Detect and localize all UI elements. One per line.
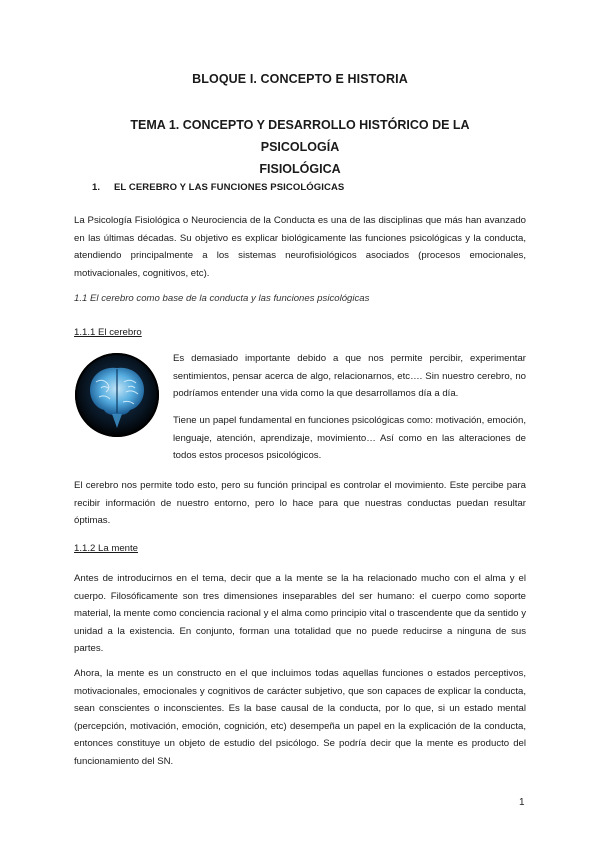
subsection-1-1-2-heading: 1.1.2 La mente (74, 543, 139, 554)
brain-icon (74, 352, 160, 438)
block-title: BLOQUE I. CONCEPTO E HISTORIA (192, 72, 408, 86)
brain-paragraph-1: Es demasiado importante debido a que nos permite percibir, experimentar sentimientos, pensar acerca de algo, relacionarnos, etc…. Sin nuestro cerebro, no podríamos entender una vida como la que desarrollamos día a día. (173, 353, 526, 399)
brain-paragraph-3: El cerebro nos permite todo esto, pero su función principal es controlar el movimiento. Este percibe para recibir información de nuestro entorno, pero lo hace para que nuestras conductas puedan resultar óptimas. (74, 480, 526, 526)
tema-title-line-2: FISIOLÓGICA (259, 162, 341, 176)
mind-paragraph-2: Ahora, la mente es un constructo en el que incluimos todas aquellas funciones o estados perceptivos, motivacionales, emocionales y cognitivos de carácter subjetivo, que son capaces de explicar la conducta, sean conscientes o inconscientes. Es la base causal de la conducta, por lo que, si un estado mental (percepción, motivación, emoción, cognición, etc) desempeña un papel en la explicación de la conducta, entonces constituye un objeto de estudio del psicólogo. Se podría decir que la mente es producto del funcionamiento del SN. (74, 668, 526, 767)
brain-paragraph-2: Tiene un papel fundamental en funciones psicológicas como: motivación, emoción, lenguaje, atención, aprendizaje, movimiento… Así como en las alteraciones de todos estos procesos psicológicos. (173, 415, 526, 461)
tema-title (90, 114, 510, 180)
subsection-1-1-heading: 1.1 El cerebro como base de la conducta y las funciones psicológicas (74, 293, 370, 304)
intro-paragraph: La Psicología Fisiológica o Neurociencia de la Conducta es una de las disciplinas que más han avanzado en las últimas décadas. Su objetivo es explicar biológicamente las funciones psicológicas y la conducta, atendiendo principalmente a los sistemas neurofisiológicos asociados (procesos emocionales, motivacionales, cognitivos, etc). (74, 215, 526, 279)
subsection-1-1-1-heading: 1.1.1 El cerebro (74, 327, 142, 338)
mind-paragraph-1: Antes de introducirnos en el tema, decir que a la mente se la ha relacionado mucho con el alma y el cuerpo. Filosóficamente son tres dimensiones inseparables del ser humano: el cuerpo como soporte material, la mente como conciencia racional y el alma como principio vital o trascendente que da sentido y unidad a la existencia. En conjunto, forman una totalidad que no puede reducirse a ninguna de sus partes. (74, 573, 526, 654)
section-title: EL CEREBRO Y LAS FUNCIONES PSICOLÓGICAS (114, 182, 345, 193)
tema-title-line-1: TEMA 1. CONCEPTO Y DESARROLLO HISTÓRICO DE LA PSICOLOGÍA (130, 118, 470, 154)
section-number: 1. (92, 182, 101, 193)
page-number: 1 (519, 797, 525, 808)
section-heading (92, 182, 344, 193)
